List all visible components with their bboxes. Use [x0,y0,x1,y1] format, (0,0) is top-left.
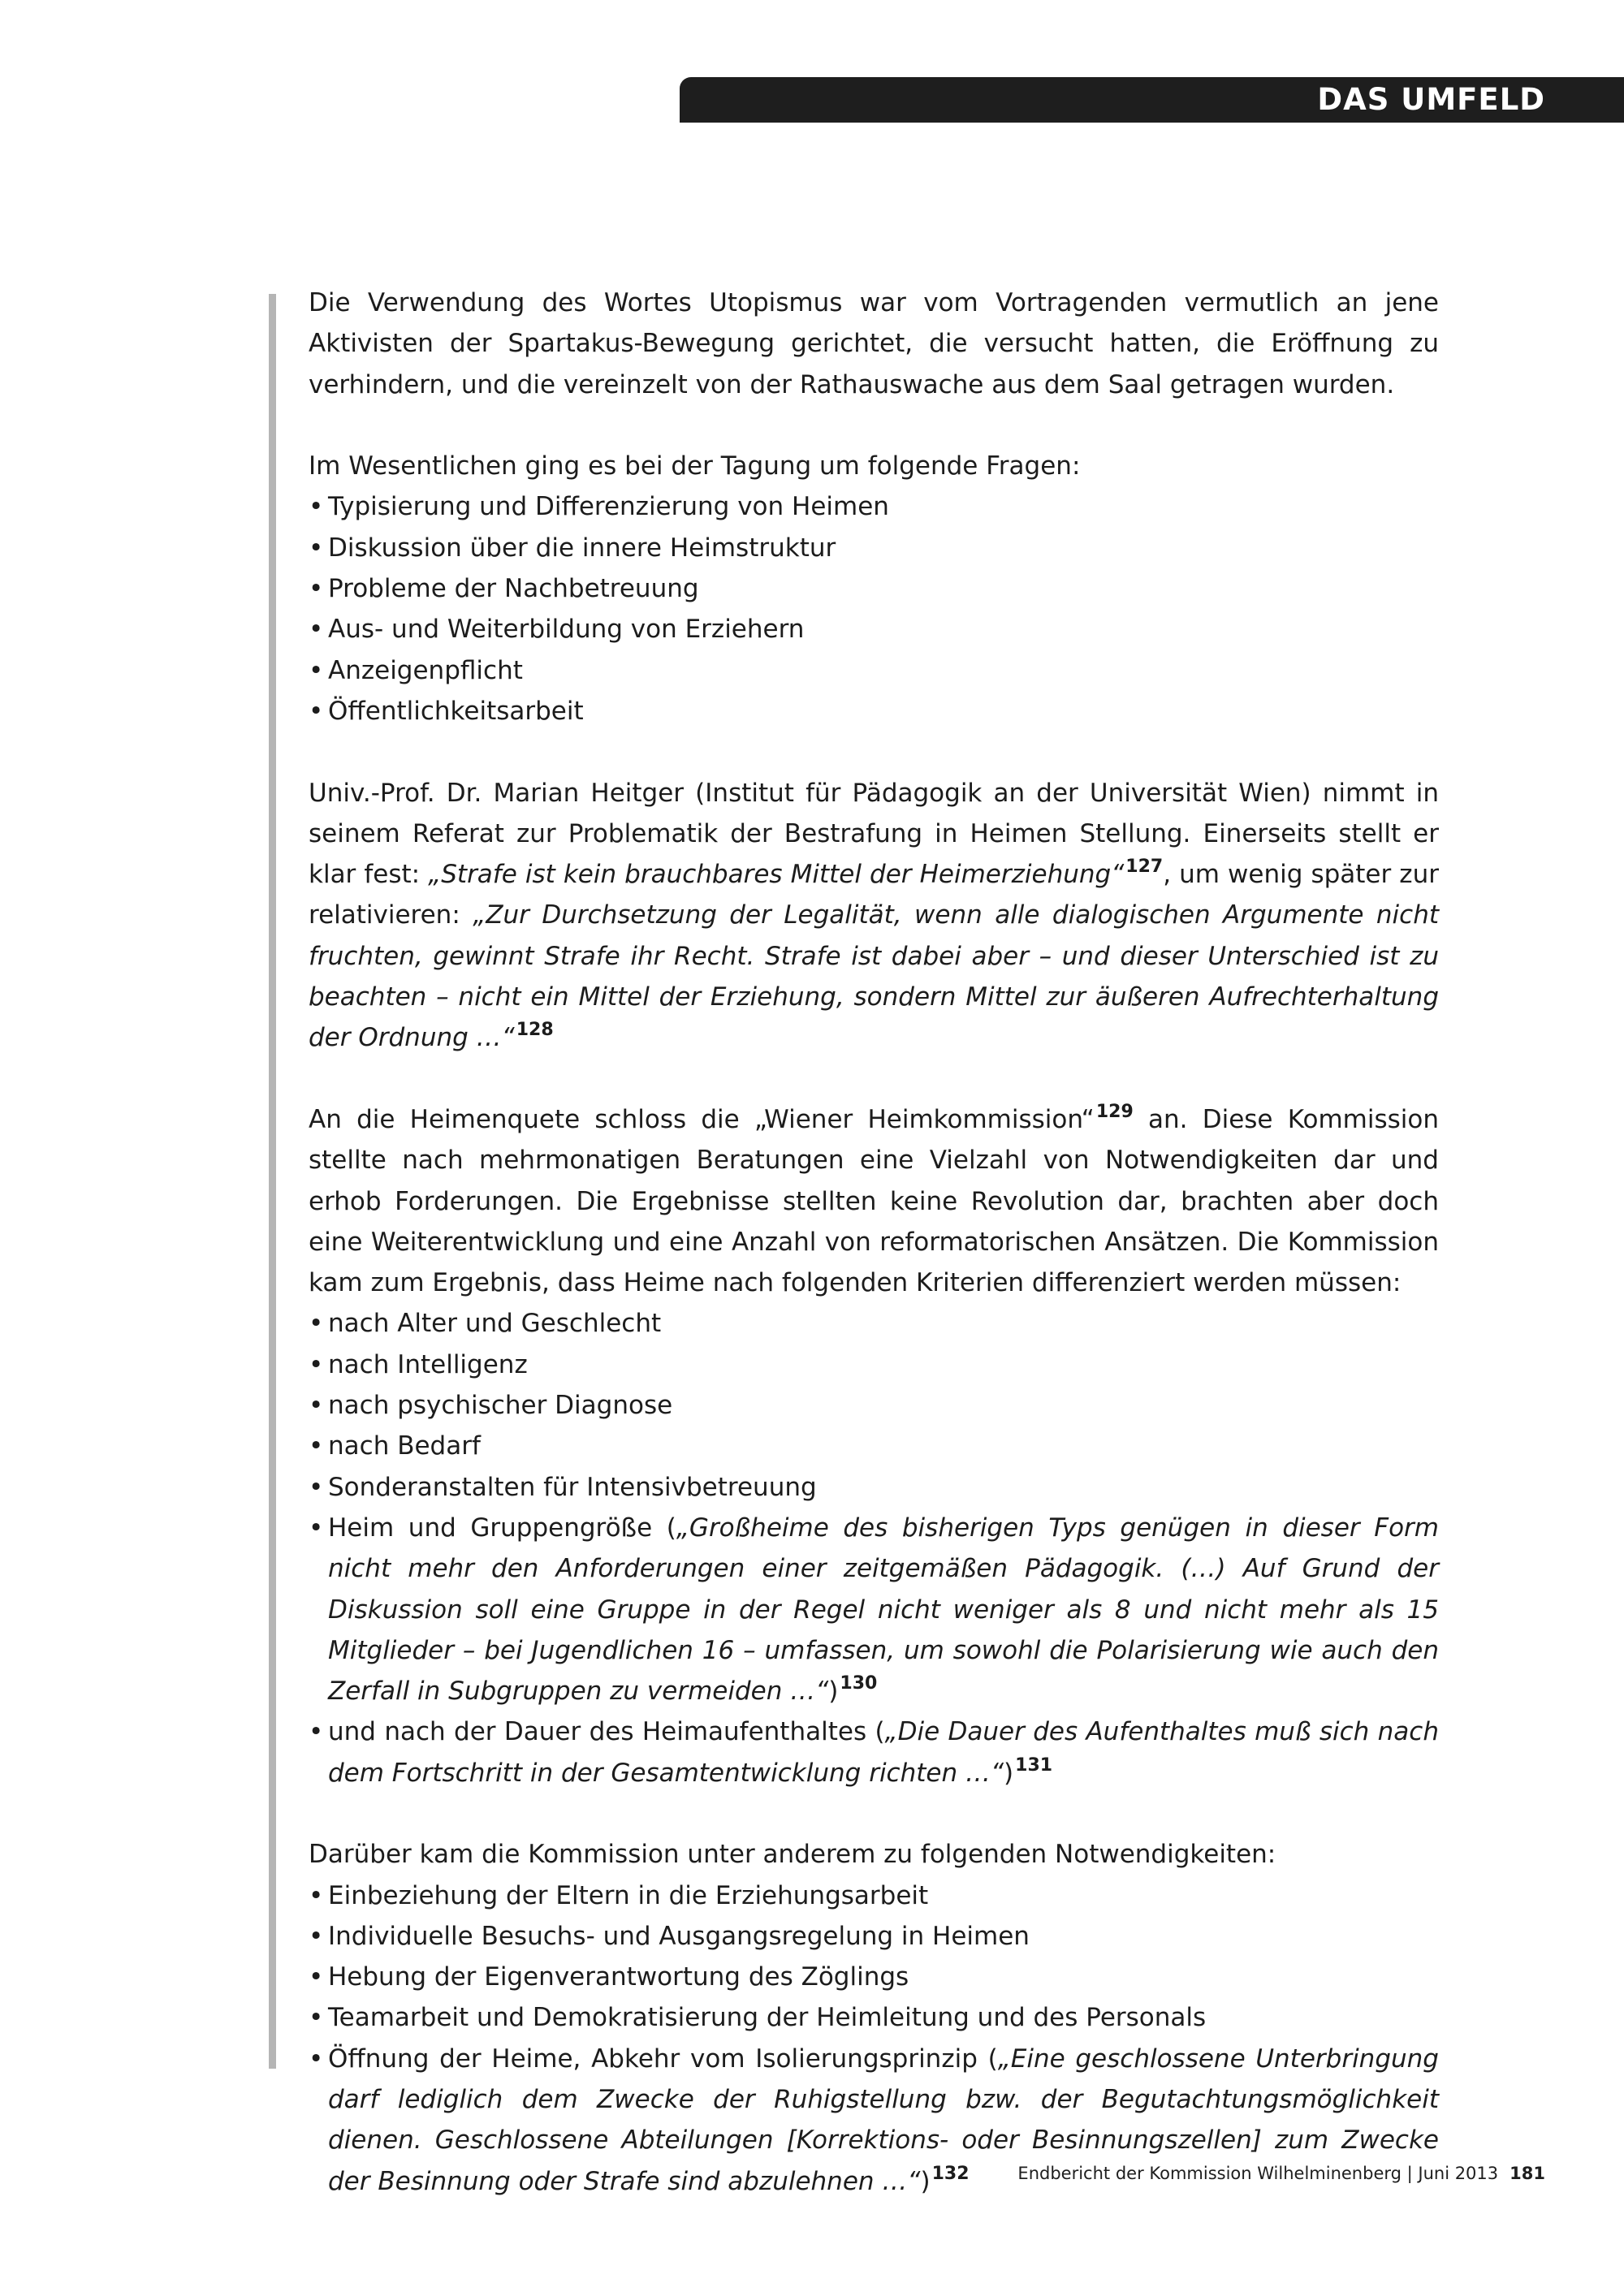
list-item: • Hebung der Eigenverantwortung des Zöglings [309,1957,1439,1997]
list-item: • Individuelle Besuchs- und Ausgangsregelung in Heimen [309,1916,1439,1957]
footer-source: Endbericht der Kommission Wilhelminenberg | Juni 2013 [1017,2164,1499,2183]
list-item: • nach Bedarf [309,1426,1439,1466]
list-item: • Öffentlichkeitsarbeit [309,691,1439,732]
list-item: • Anzeigenpflicht [309,650,1439,691]
necessities-intro: Darüber kam die Kommission unter anderem zu folgenden Notwendigkeiten: [309,1840,1276,1870]
footnote-ref: 132 [931,2163,970,2184]
footnote-ref: 129 [1095,1101,1134,1122]
main-text [309,283,1439,2202]
page-number: 181 [1510,2164,1545,2183]
questions-intro: Im Wesentlichen ging es bei der Tagung um folgende Fragen: [309,451,1081,481]
list-item: • Probleme der Nachbetreuung [309,568,1439,609]
footnote-ref: 130 [840,1673,878,1694]
paragraph-utopismus: Die Verwendung des Wortes Utopismus war vom Vortragenden vermutlich an jene Aktivisten der Spartakus-Bewegung gerichtet, die versucht hatten, die Eröffnung zu verhindern, und die vereinzelt von der Rathauswache aus dem Saal getragen wurden. [309,288,1439,399]
paragraph-heitger: Univ.-Prof. Dr. Marian Heitger (Institut für Pädagogik an der Universität Wien) nimmt in seinem Referat zur Problematik der Bestrafung in Heimen Stellung. Einerseits stellt er klar fest: „Strafe ist kein brauchbares Mittel der Heimerziehung“$^{127}$, um wenig später zur relativieren: „Zur Durchsetzung der Legalität, wenn alle dialogischen Argumente nicht fruchten, gewinnt Strafe ihr Recht. Strafe ist dabei aber – und dieser Unterschied ist zu beachten – nicht ein Mittel der Erziehung, sondern Mittel zur äußeren Aufrechterhaltung der Ordnung …“$^{128}$ [309,778,1439,1053]
list-item: • und nach der Dauer des Heimaufenthaltes („Die Dauer des Aufenthaltes muß sich nach dem Fortschritt in der Gesamtentwicklung richten …“)$^{131}$ [309,1711,1439,1793]
page-footer [1017,2164,1545,2183]
list-item: • Sonderanstalten für Intensivbetreuung [309,1467,1439,1508]
list-item: • Aus- und Weiterbildung von Erziehern [309,609,1439,650]
footnote-ref: 127 [1125,857,1164,878]
quote: „Großheime des bisherigen Typs genügen in dieser Form nicht mehr den Anforderungen einer zeitgemäßen Pädagogik. (…) Auf Grund der Diskussion soll eine Gruppe in der Regel nicht weniger als 8 und nicht mehr als 15 Mitglieder – bei Jugendlichen 16 – umfassen, um sowohl die Polarisierung wie auch den Zerfall in Subgruppen zu vermeiden …“ [328,1513,1439,1707]
side-rule [269,294,276,2069]
quote: „Die Dauer des Aufenthaltes muß sich nach dem Fortschritt in der Gesamtentwicklung richten …“ [328,1717,1439,1788]
footnote-ref: 128 [516,1020,554,1041]
footnote-ref: 131 [1015,1754,1053,1776]
list-item: • Heim und Gruppengröße („Großheime des bisherigen Typs genügen in dieser Form nicht mehr den Anforderungen einer zeitgemäßen Pädagogik. (…) Auf Grund der Diskussion soll eine Gruppe in der Regel nicht weniger als 8 und nicht mehr als 15 Mitglieder – bei Jugendlichen 16 – umfassen, um sowohl die Polarisierung wie auch den Zerfall in Subgruppen zu vermeiden …“)$^{130}$ [309,1508,1439,1711]
list-item: • Diskussion über die innere Heimstruktur [309,528,1439,568]
list-item: • nach Intelligenz [309,1344,1439,1385]
section-title: DAS UMFELD [1317,82,1545,117]
quote: „Zur Durchsetzung der Legalität, wenn alle dialogischen Argumente nicht fruchten, gewinnt Strafe ihr Recht. Strafe ist dabei aber – und dieser Unterschied ist zu beachten – nicht ein Mittel der Erziehung, sondern Mittel zur äußeren Aufrechterhaltung der Ordnung …“ [309,900,1439,1053]
criteria-list [309,1303,1439,1793]
section-header-bar [680,77,1624,123]
list-item: • nach psychischer Diagnose [309,1385,1439,1426]
list-item: • Öffnung der Heime, Abkehr vom Isolierungsprinzip („Eine geschlossene Unterbringung darf lediglich dem Zwecke der Ruhigstellung bzw. der Begutachtungsmöglichkeit dienen. Geschlossene Abteilungen [Korrektions- oder Besinnungszellen] zum Zwecke der Besinnung oder Strafe sind abzulehnen …“)$^{132}$ [309,2039,1439,2202]
list-item: • Typisierung und Differenzierung von Heimen [309,486,1439,527]
questions-list [309,486,1439,732]
list-item: • Teamarbeit und Demokratisierung der Heimleitung und des Personals [309,1997,1439,2038]
paragraph-kommission: An die Heimenquete schloss die „Wiener Heimkommission“$^{129}$ an. Diese Kommission stellte nach mehrmonatigen Beratungen eine Vielzahl von Notwendigkeiten dar und erhob Forderungen. Die Ergebnisse stellten keine Revolution dar, brachten aber doch eine Weiterentwicklung und eine Anzahl von reformatorischen Ansätzen. Die Kommission kam zum Ergebnis, dass Heime nach folgenden Kriterien differenziert werden müssen: [309,1101,1439,1298]
list-item: • nach Alter und Geschlecht [309,1303,1439,1344]
quote: „Strafe ist kein brauchbares Mittel der Heimerziehung“ [428,860,1125,890]
list-item: • Einbeziehung der Eltern in die Erziehungsarbeit [309,1875,1439,1916]
necessities-list [309,1875,1439,2202]
quote: „Eine geschlossene Unterbringung darf lediglich dem Zwecke der Ruhigstellung bzw. der Begutachtungsmöglichkeit dienen. Geschlossene Abteilungen [Korrektions- oder Besinnungszellen] zum Zwecke der Besinnung oder Strafe sind abzulehnen …“ [328,2044,1439,2196]
